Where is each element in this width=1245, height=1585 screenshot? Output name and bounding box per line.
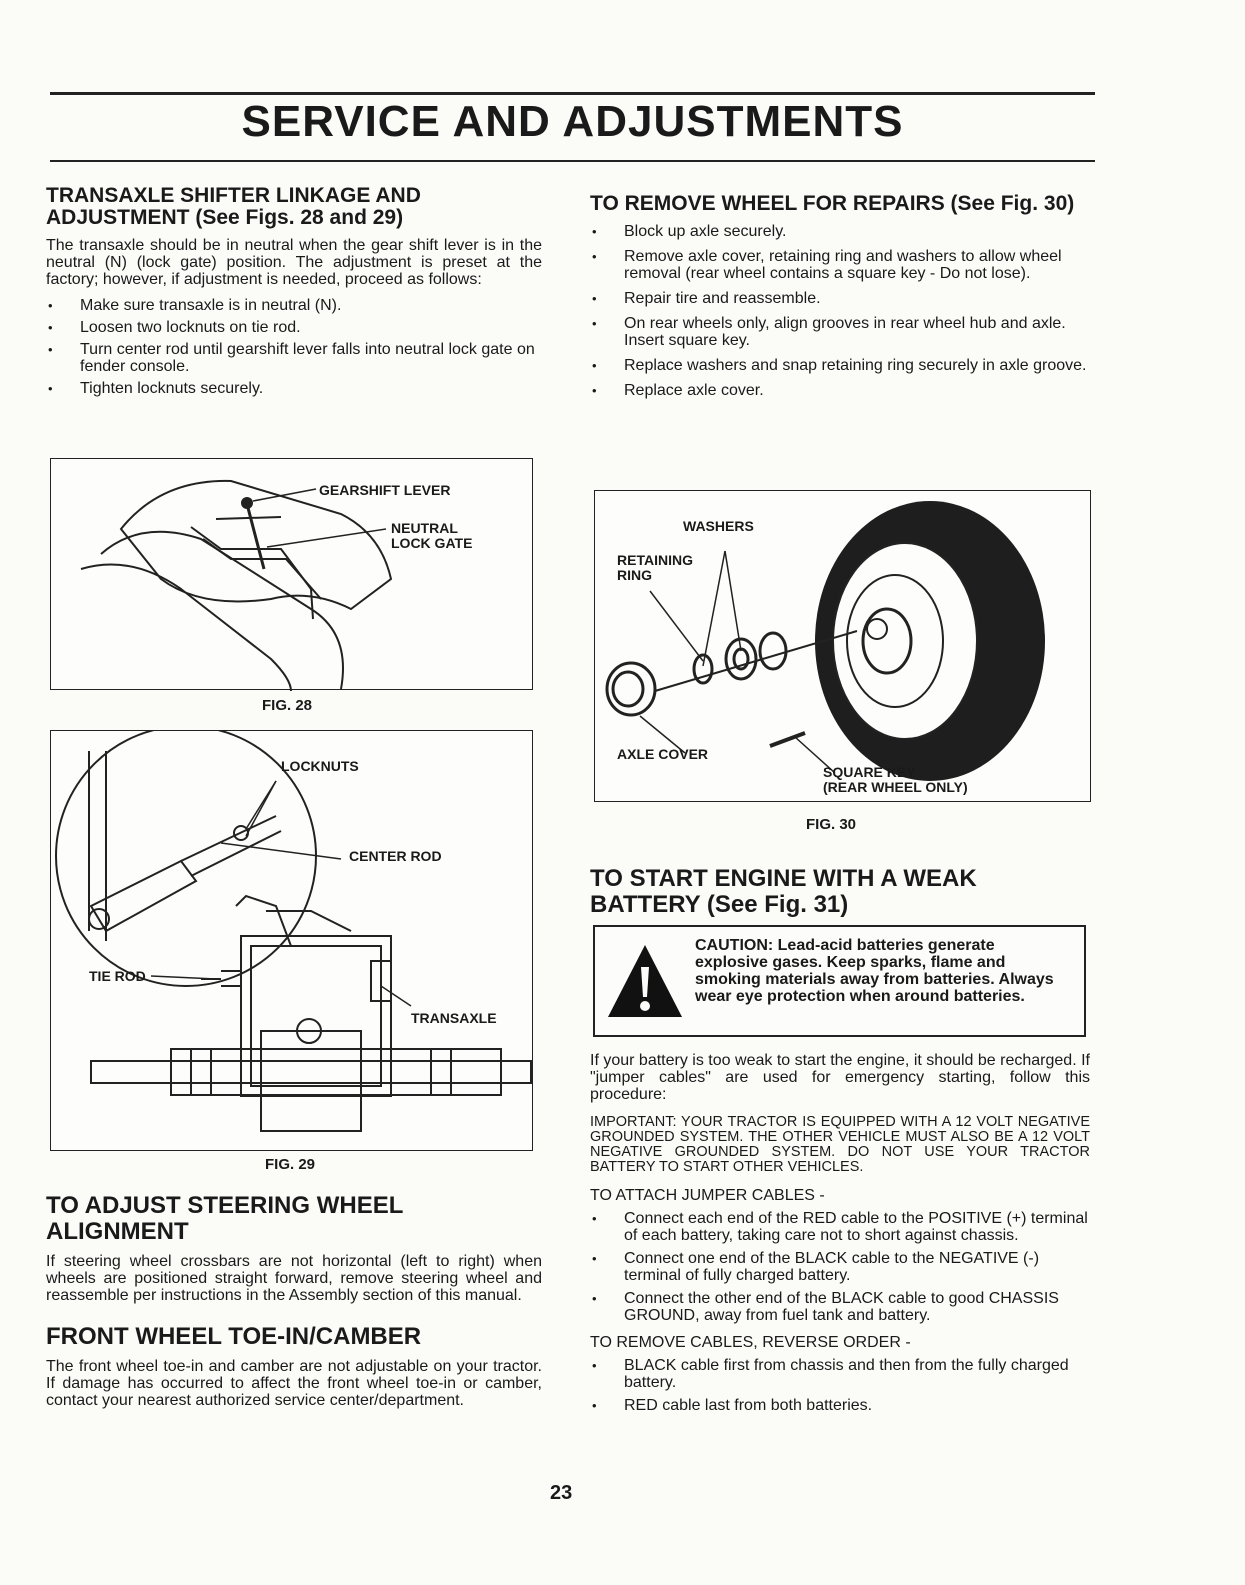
- label-gearshift-lever: GEARSHIFT LEVER: [319, 482, 451, 498]
- page-title: SERVICE AND ADJUSTMENTS: [241, 97, 904, 146]
- steering-heading: TO ADJUST STEERING WHEEL ALIGNMENT: [46, 1192, 403, 1245]
- toein-heading: FRONT WHEEL TOE-IN/CAMBER: [46, 1323, 422, 1350]
- remove-wheel-section: [590, 193, 1090, 399]
- label-tie-rod: TIE ROD: [89, 968, 146, 984]
- shifter-section: [46, 185, 542, 397]
- list-item: • Loosen two locknuts on tie rod.: [46, 319, 542, 336]
- fig-29-illustration: [50, 730, 533, 1151]
- remove-wheel-heading: TO REMOVE WHEEL FOR REPAIRS (See Fig. 30): [590, 192, 1075, 215]
- top-rule: [50, 92, 1095, 95]
- list-item: • Connect one end of the BLACK cable to the NEGATIVE (-) terminal of fully charged battery.: [590, 1250, 1090, 1284]
- label-washers: WASHERS: [683, 518, 754, 534]
- remove-cables-steps: [590, 1357, 1090, 1414]
- remove-wheel-steps: [590, 223, 1090, 399]
- shifter-heading: TRANSAXLE SHIFTER LINKAGE AND ADJUSTMENT (See Figs. 28 and 29): [46, 184, 421, 229]
- attach-heading: TO ATTACH JUMPER CABLES -: [590, 1187, 825, 1204]
- label-center-rod: CENTER ROD: [349, 848, 442, 864]
- jumper-section: [590, 1052, 1090, 1414]
- list-item: • Repair tire and reassemble.: [590, 290, 1090, 307]
- label-square-key: SQUARE KEY (REAR WHEEL ONLY): [823, 764, 968, 795]
- label-locknuts: LOCKNUTS: [281, 758, 359, 774]
- weak-battery-section: [590, 866, 1090, 918]
- page-number: 23: [550, 1482, 573, 1504]
- list-item: • Remove axle cover, retaining ring and washers to allow wheel removal (rear wheel contains a square key - Do not lose).: [590, 248, 1090, 282]
- title-rule: [50, 160, 1095, 162]
- list-item: • Connect the other end of the BLACK cable to good CHASSIS GROUND, away from fuel tank and battery.: [590, 1290, 1090, 1324]
- label-retaining-ring: RETAINING RING: [617, 552, 693, 583]
- list-item: • RED cable last from both batteries.: [590, 1397, 1090, 1414]
- important-notice: IMPORTANT: YOUR TRACTOR IS EQUIPPED WITH A 12 VOLT NEGATIVE GROUNDED SYSTEM. THE OTHER VEHICLE MUST ALSO BE A 12 VOLT NEGATIVE GROUNDED SYSTEM. DO NOT USE YOUR TRACTOR BATTERY TO START OTHER VEHICLES.: [590, 1114, 1090, 1175]
- fig-28-caption: FIG. 28: [262, 697, 313, 714]
- fig-29-caption: FIG. 29: [265, 1156, 316, 1173]
- list-item: • Turn center rod until gearshift lever falls into neutral lock gate on fender console.: [46, 341, 542, 375]
- list-item: • Block up axle securely.: [590, 223, 1090, 240]
- warning-triangle-icon: [605, 941, 685, 1021]
- steering-text: If steering wheel crossbars are not horizontal (left to right) when wheels are positioned straight forward, remove steering wheel and reassemble per instructions in the Assembly section of this manual.: [46, 1253, 542, 1304]
- shifter-steps: [46, 297, 542, 397]
- shifter-intro: The transaxle should be in neutral when the gear shift lever is in the neutral (N) (lock gate) position. The adjustment is preset at the factory; however, if adjustment is needed, proceed as follows:: [46, 237, 542, 288]
- label-axle-cover: AXLE COVER: [617, 746, 709, 762]
- transaxle-drawing: [51, 731, 534, 1152]
- caution-text: CAUTION: Lead-acid batteries generate explosive gases. Keep sparks, flame and smoking materials away from batteries. Always wear eye protection when around batteries.: [695, 937, 1054, 1005]
- fig-30-caption: FIG. 30: [806, 816, 857, 833]
- list-item: • Tighten locknuts securely.: [46, 380, 542, 397]
- list-item: • Replace washers and snap retaining ring securely in axle groove.: [590, 357, 1090, 374]
- label-transaxle: TRANSAXLE: [411, 1010, 497, 1026]
- label-neutral-lock-gate: NEUTRAL LOCK GATE: [391, 520, 473, 551]
- list-item: • BLACK cable first from chassis and then from the fully charged battery.: [590, 1357, 1090, 1391]
- fig-30-illustration: [594, 490, 1091, 802]
- list-item: • Connect each end of the RED cable to the POSITIVE (+) terminal of each battery, taking care not to short against chassis.: [590, 1210, 1090, 1244]
- attach-steps: [590, 1210, 1090, 1324]
- remove-cables-heading: TO REMOVE CABLES, REVERSE ORDER -: [590, 1334, 911, 1351]
- weak-battery-intro: If your battery is too weak to start the engine, it should be recharged. If "jumper cables" are used for emergency starting, follow this procedure:: [590, 1052, 1090, 1103]
- list-item: • Make sure transaxle is in neutral (N).: [46, 297, 542, 314]
- list-item: • Replace axle cover.: [590, 382, 1090, 399]
- list-item: • On rear wheels only, align grooves in rear wheel hub and axle. Insert square key.: [590, 315, 1090, 349]
- caution-box: [593, 925, 1086, 1037]
- fig-28-illustration: [50, 458, 533, 690]
- gearshift-drawing: [51, 459, 534, 691]
- toein-text: The front wheel toe-in and camber are not adjustable on your tractor. If damage has occurred to affect the front wheel toe-in or camber, contact your nearest authorized service center/department.: [46, 1358, 542, 1409]
- weak-battery-heading: TO START ENGINE WITH A WEAK BATTERY (See Fig. 31): [590, 865, 977, 918]
- steering-section: [46, 1193, 542, 1409]
